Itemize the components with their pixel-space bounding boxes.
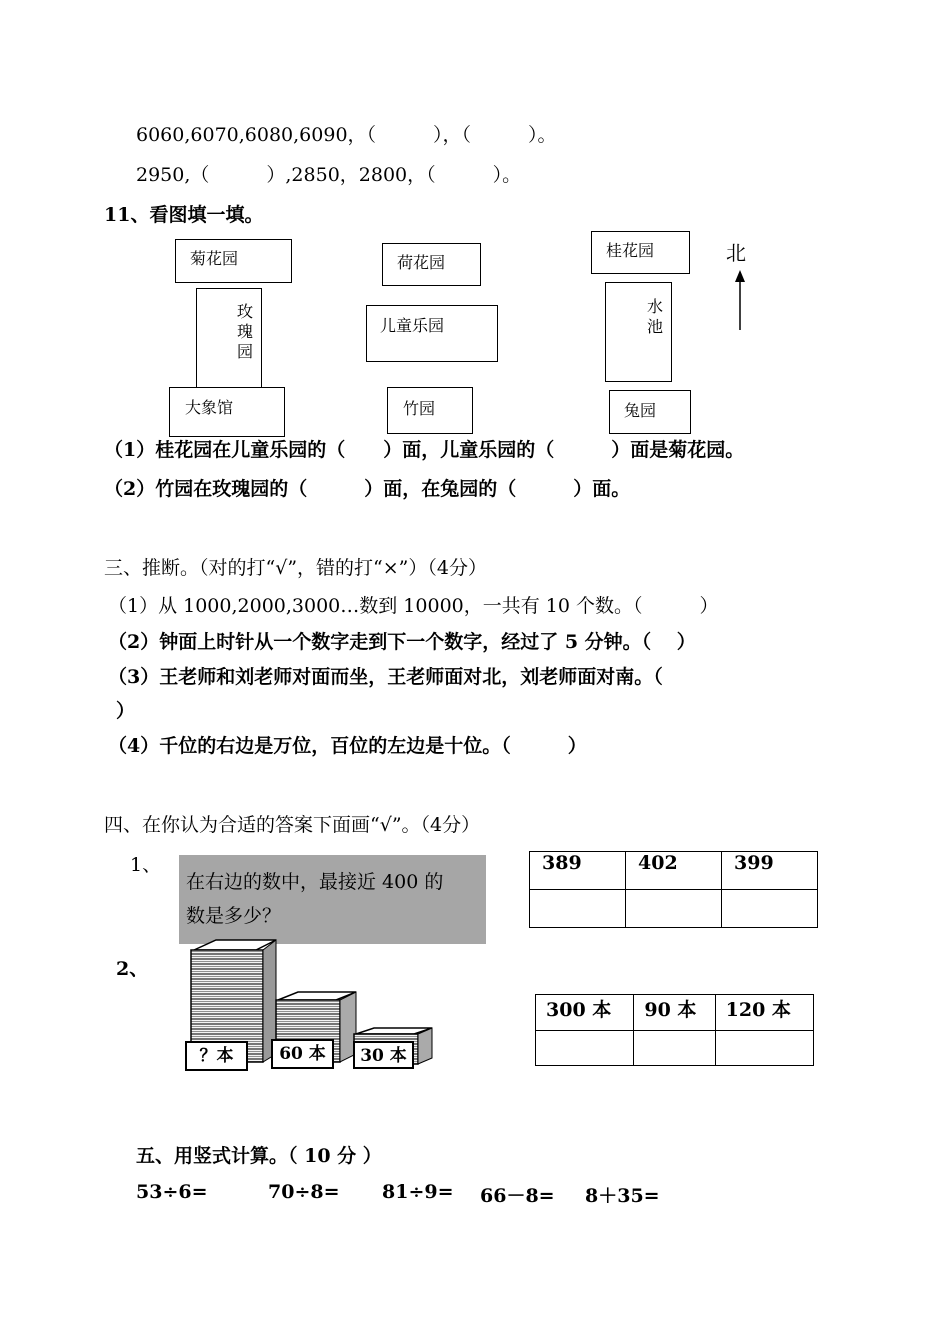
question-line-2: 数是多少？ [186, 905, 282, 927]
sequence-line-1: 6060,6070,6080,6090，（ ），（ ）。 [136, 124, 557, 146]
map3-top-label: 桂花园 [606, 241, 655, 260]
q2-answer-cell-3[interactable] [715, 1031, 813, 1066]
tag-30-books: 30 本 [353, 1041, 414, 1069]
sequence-line-2: 2950,（ ）,2850，2800，（ ）。 [136, 164, 522, 186]
q2-option-1: 300 本 [536, 995, 634, 1031]
q1-answer-cell-3[interactable] [722, 890, 818, 928]
calc-problem-2: 70÷8= [268, 1181, 340, 1203]
section5-title: 五、用竖式计算。（ 10 分 ） [136, 1145, 382, 1167]
section4-title: 四、在你认为合适的答案下面画“√”。（4分） [104, 814, 481, 836]
section3-item-2: （2）钟面上时针从一个数字走到下一个数字，经过了 5 分钟。（ ） [108, 631, 696, 653]
calc-problem-1: 53÷6= [136, 1181, 208, 1203]
section4-q2-number: 2、 [116, 958, 149, 980]
q2-answer-table [535, 994, 814, 1066]
section3-item-4: （4）千位的右边是万位，百位的左边是十位。（ ） [108, 735, 587, 757]
q1-option-2: 402 [626, 852, 722, 890]
tag-unknown-books: ？本 [185, 1041, 248, 1071]
calc-problem-5: 8＋35= [585, 1185, 660, 1207]
q1-option-3: 399 [722, 852, 818, 890]
north-arrow-icon [730, 270, 750, 332]
q2-answer-cell-1[interactable] [536, 1031, 634, 1066]
section3-title: 三、推断。（对的打“√”，错的打“×”）（4分） [104, 557, 487, 579]
q2-option-2: 90 本 [634, 995, 715, 1031]
q1-answer-cell-2[interactable] [626, 890, 722, 928]
map2-middle-label: 儿童乐园 [380, 316, 445, 335]
map2-bottom-label: 竹园 [403, 399, 436, 418]
section3-item-1: （1）从 1000,2000,3000…数到 10000，一共有 10 个数。（ ） [108, 595, 719, 617]
section3-item-3-cont: ） [116, 700, 136, 722]
q1-option-1: 389 [530, 852, 626, 890]
question-line-1: 在右边的数中，最接近 400 的 [186, 871, 444, 893]
q11-item-2: （2）竹园在玫瑰园的（ ）面，在兔园的（ ）面。 [104, 478, 631, 500]
q11-item-1: （1）桂花园在儿童乐园的（ ）面，儿童乐园的（ ）面是菊花园。 [104, 439, 745, 461]
calc-problem-3: 81÷9= [382, 1181, 454, 1203]
q1-answer-cell-1[interactable] [530, 890, 626, 928]
map3-middle-label: 水 池 [646, 297, 663, 336]
q2-option-3: 120 本 [715, 995, 813, 1031]
map2-top-label: 荷花园 [397, 253, 446, 272]
section3-item-3: （3）王老师和刘老师对面而坐，王老师面对北，刘老师面对南。（ [108, 666, 663, 688]
section4-q1-number: 1、 [130, 854, 162, 876]
map1-bottom-label: 大象馆 [185, 398, 234, 417]
q11-title: 11、看图填一填。 [104, 204, 264, 226]
q1-answer-table [529, 851, 818, 928]
calc-problem-4: 66－8= [480, 1185, 555, 1207]
tag-60-books: 60 本 [271, 1039, 334, 1069]
map3-bottom-label: 兔园 [624, 401, 657, 420]
q2-answer-cell-2[interactable] [634, 1031, 715, 1066]
map1-middle-label: 玫 瑰 园 [236, 302, 253, 361]
north-label: 北 [726, 241, 746, 265]
map1-top-label: 菊花园 [190, 249, 239, 268]
